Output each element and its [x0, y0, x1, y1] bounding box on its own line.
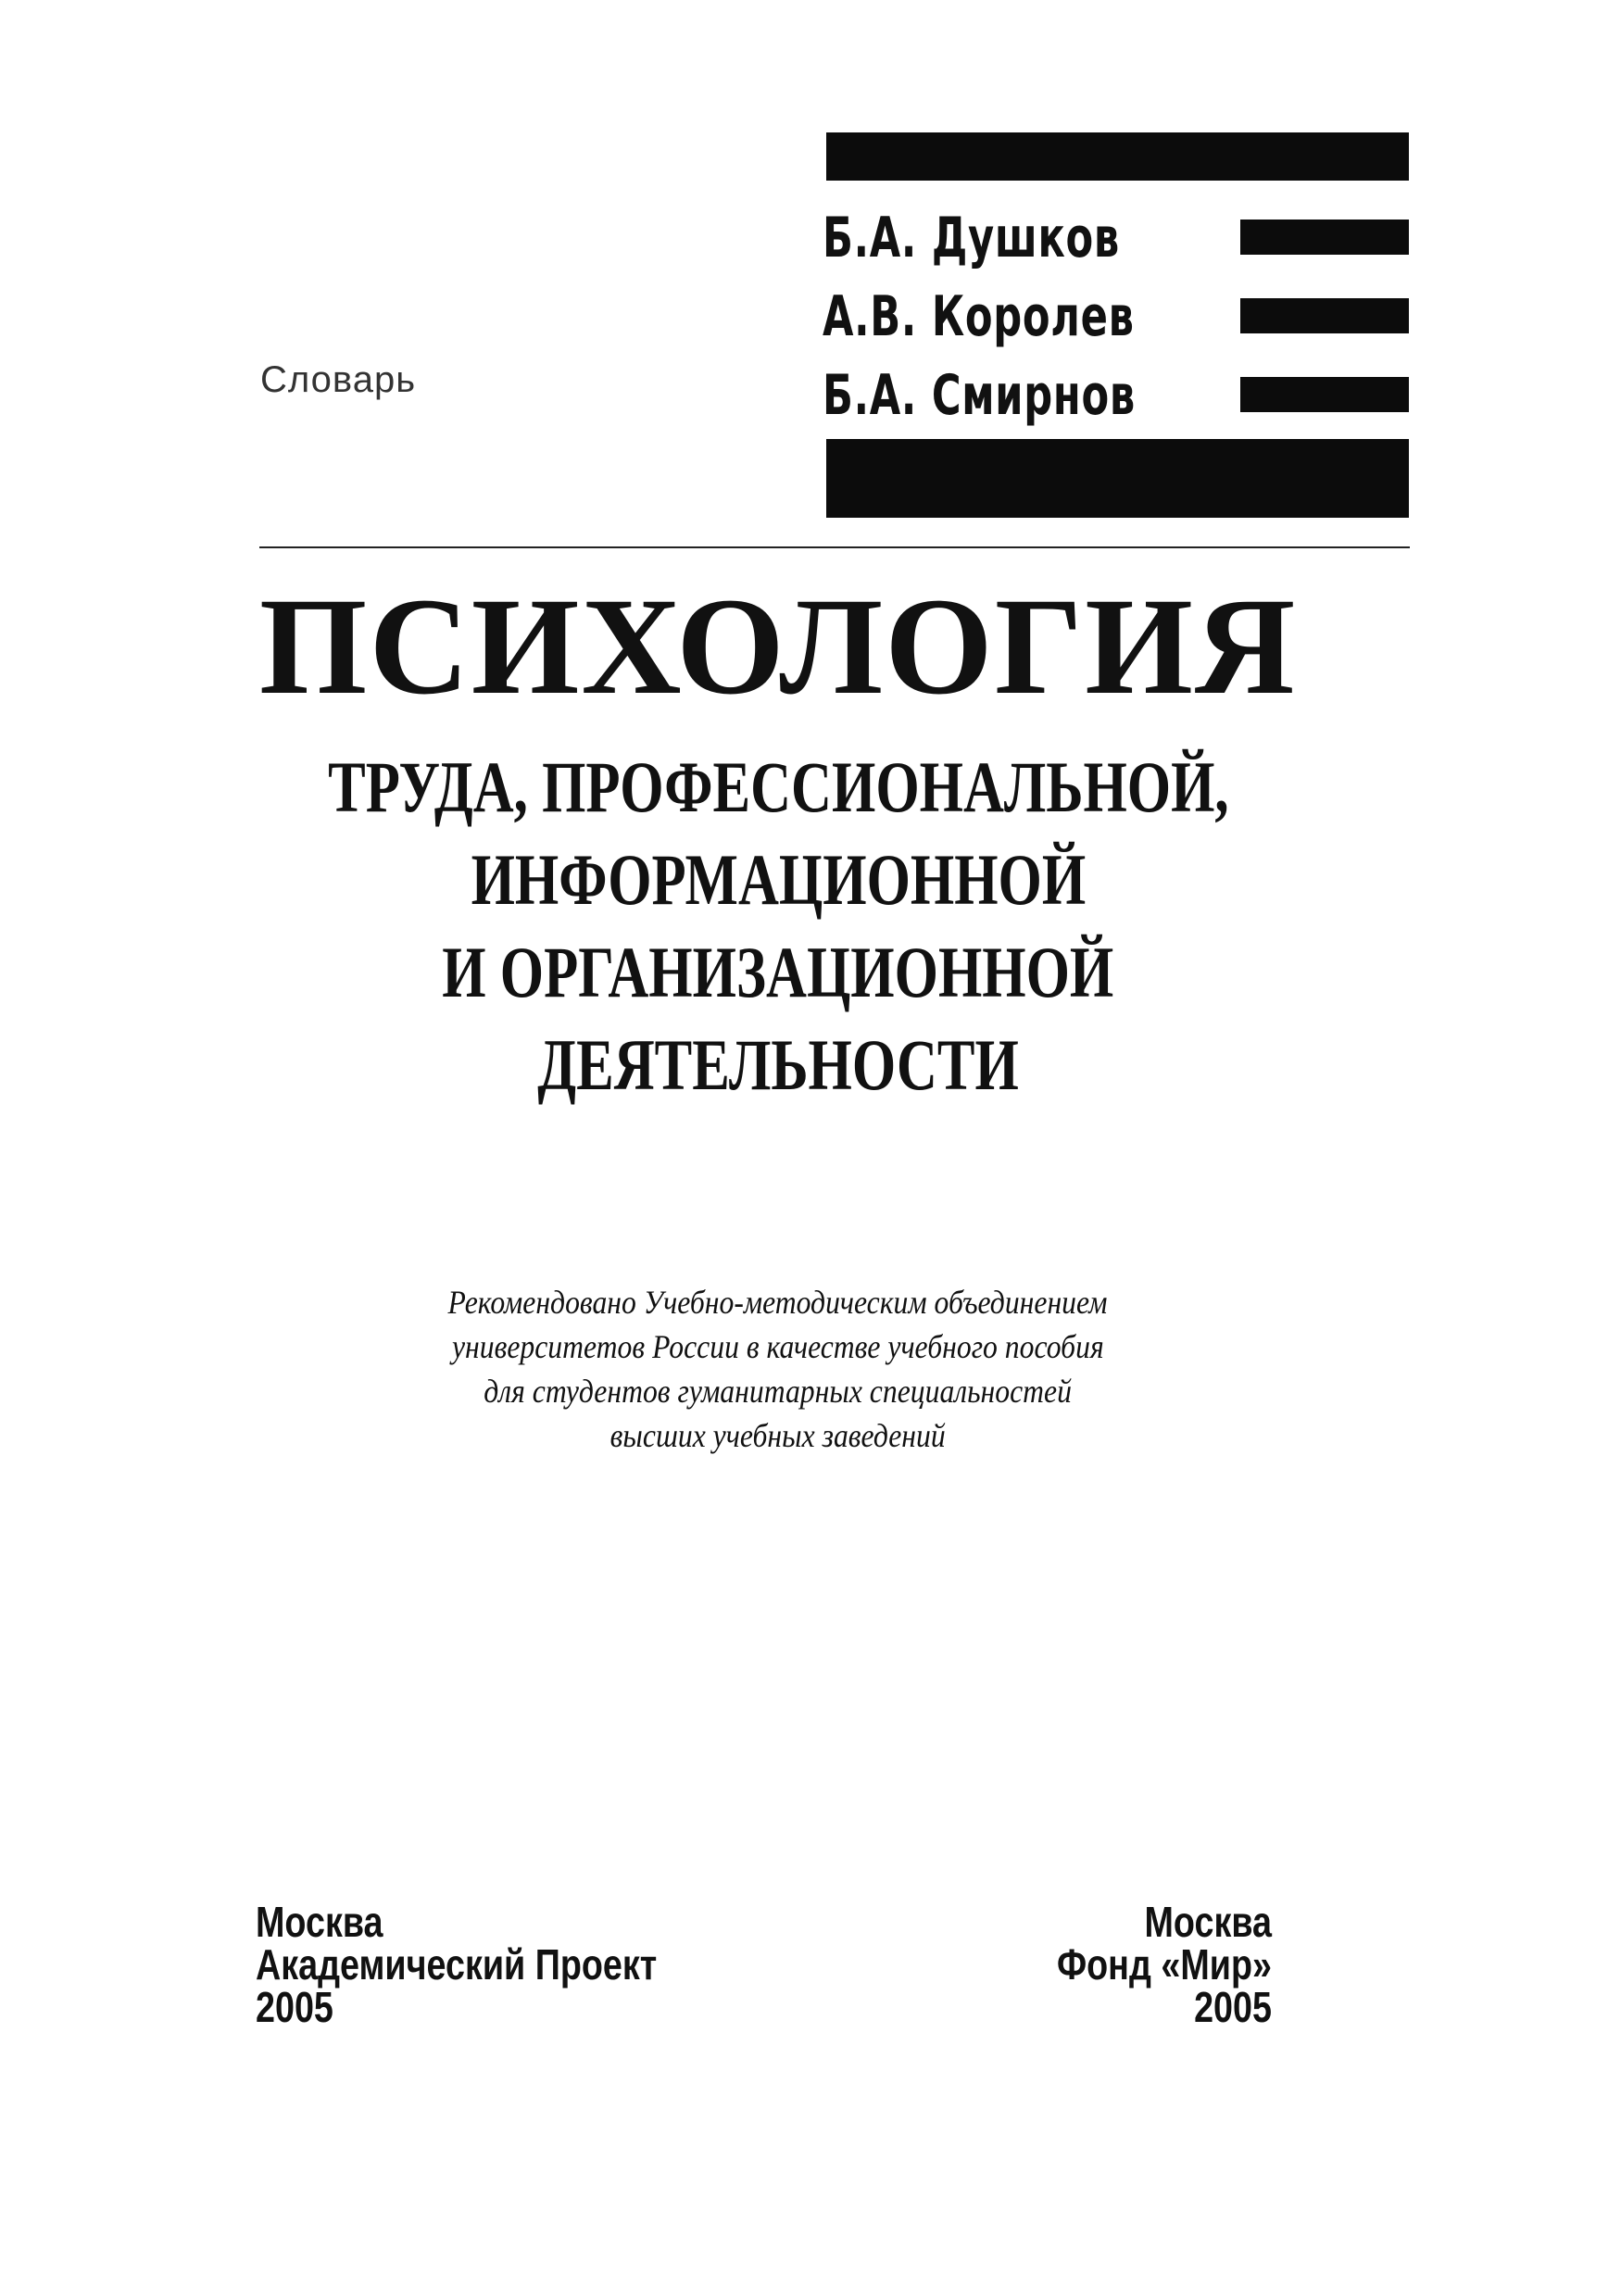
imprint-right-city: Москва: [1144, 1898, 1272, 1946]
imprint-left-year: 2005: [256, 1983, 333, 2031]
imprint-left-city: Москва: [256, 1898, 383, 1946]
imprint-left: [256, 1898, 745, 2031]
author-3: Б.А. Смирнов: [823, 363, 1136, 428]
recommendation-line-3: для студентов гуманитарных специальностей: [484, 1373, 1073, 1410]
recommendation-line-2: университетов России в качестве учебного пособия: [452, 1328, 1104, 1365]
imprint-right-publisher: Фонд «Мир»: [1056, 1940, 1272, 1989]
author-block-top-bar: [826, 132, 1409, 181]
author-side-bar-2: [1240, 298, 1409, 333]
genre-label: Словарь: [260, 359, 417, 400]
imprint-left-publisher: Академический Проект: [256, 1940, 658, 1989]
imprint-right-year: 2005: [1194, 1983, 1272, 2031]
title-divider: [259, 546, 1410, 548]
author-1: Б.А. Душков: [823, 206, 1120, 270]
subtitle-line-1: ТРУДА, ПРОФЕССИОНАЛЬНОЙ,: [327, 747, 1229, 827]
subtitle-line-2: ИНФОРМАЦИОННОЙ: [471, 839, 1086, 920]
recommendation-line-1: Рекомендовано Учебно-методическим объединением: [448, 1284, 1108, 1321]
recommendation-line-4: высших учебных заведений: [609, 1417, 947, 1454]
subtitle-line-4: ДЕЯТЕЛЬНОСТИ: [537, 1024, 1019, 1105]
author-2: А.В. Королев: [823, 284, 1135, 349]
imprint-right: [1010, 1898, 1272, 2031]
author-side-bar-3: [1240, 377, 1409, 412]
book-title: ПСИХОЛОГИЯ: [258, 570, 1298, 723]
author-block-bottom-bar: [826, 439, 1409, 518]
author-side-bar-1: [1240, 220, 1409, 255]
subtitle-line-3: И ОРГАНИЗАЦИОННОЙ: [442, 932, 1114, 1012]
